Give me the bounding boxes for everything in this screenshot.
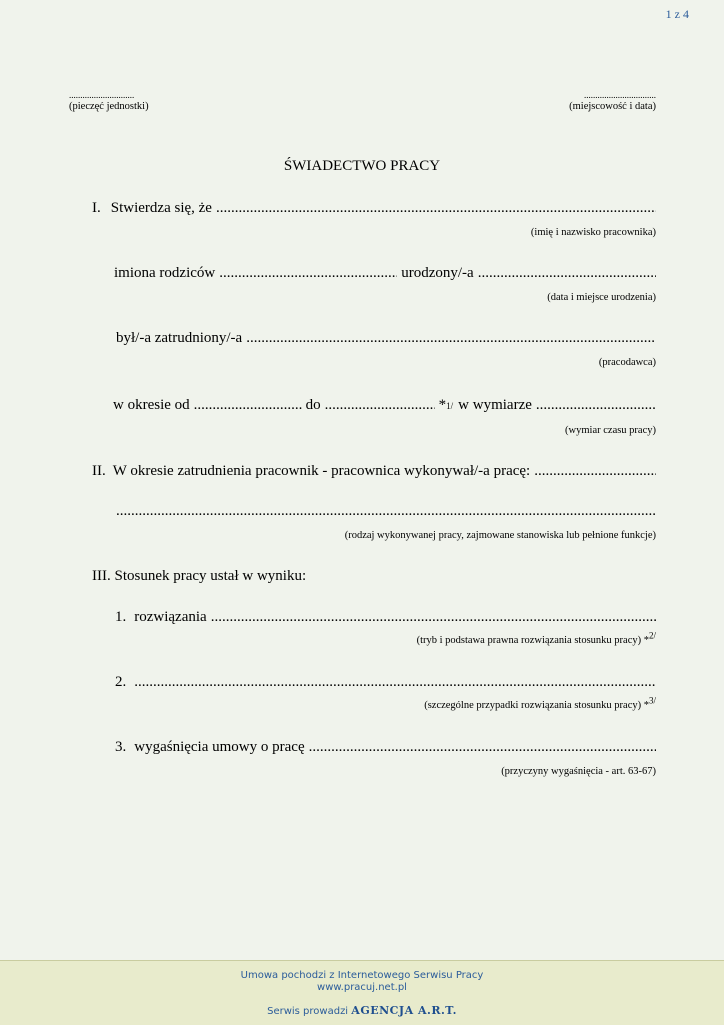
dotted-line: [478, 265, 656, 282]
extent-caption: (wymiar czasu pracy): [565, 425, 656, 436]
birth-caption: (data i miejsce urodzenia): [547, 292, 656, 303]
footer-website-link[interactable]: www.pracuj.net.pl: [317, 982, 407, 993]
extent-label: w wymiarze: [458, 397, 532, 413]
parents-birth-field[interactable]: [114, 265, 656, 282]
section-number: I.: [92, 200, 101, 216]
employed-label: był/-a zatrudniony/-a: [116, 330, 243, 346]
place-date-dots: ................................: [584, 90, 656, 100]
termination-mode-caption: [416, 630, 656, 646]
footer-origin: Umowa pochodzi z Internetowego Serwisu Pracy: [240, 970, 484, 981]
work-caption: (rodzaj wykonywanej pracy, zajmowane stanowiska lub pełnione funkcje): [344, 530, 656, 541]
dotted-line: [536, 397, 656, 414]
special-cases-field[interactable]: [115, 674, 656, 691]
dotted-line: [134, 674, 656, 691]
work-type-field[interactable]: [92, 463, 656, 480]
termination-heading: [92, 568, 656, 585]
dotted-line: [194, 397, 302, 414]
page-number: 1 z 4: [665, 7, 689, 21]
dotted-line: [219, 265, 397, 282]
statement-label: Stwierdza się, że: [110, 200, 212, 216]
parents-label: imiona rodziców: [114, 265, 216, 281]
item-number: 3.: [115, 739, 127, 755]
termination-label: rozwiązania: [134, 609, 207, 625]
asterisk: *: [643, 635, 649, 646]
born-label: urodzony/-a: [401, 265, 474, 281]
work-label: W okresie zatrudnienia pracownik - pracownica wykonywał/-a pracę:: [112, 463, 531, 479]
asterisk: *: [438, 397, 447, 413]
footer: [0, 960, 724, 1025]
work-type-field-continued[interactable]: [116, 503, 656, 520]
dotted-line: [211, 609, 656, 626]
footnote-ref: 2/: [648, 630, 656, 641]
dotted-line: [246, 330, 656, 347]
agency-logo: AGENCJA A.R.T.: [351, 1004, 457, 1017]
caption-text: (tryb i podstawa prawna rozwiązania stosunku pracy): [416, 635, 642, 646]
footer-operator-label: Serwis prowadzi: [267, 1006, 349, 1017]
special-cases-caption: [424, 695, 656, 711]
employer-caption: (pracodawca): [598, 357, 656, 368]
expiry-caption: (przyczyny wygaśnięcia - art. 63-67): [501, 766, 656, 777]
employer-field[interactable]: [116, 330, 656, 347]
employee-name-field[interactable]: [92, 200, 656, 217]
item-number: 2.: [115, 674, 127, 690]
document-title: ŚWIADECTWO PRACY: [283, 158, 441, 174]
dotted-line: [116, 503, 656, 520]
footer-operator: [0, 1004, 724, 1017]
asterisk: *: [643, 700, 649, 711]
caption-text: (szczególne przypadki rozwiązania stosunku pracy): [424, 700, 642, 711]
dotted-line: [309, 739, 656, 756]
place-date-label: (miejscowość i data): [569, 101, 656, 112]
dotted-line: [325, 397, 435, 414]
section-number: II.: [92, 463, 106, 479]
dotted-line: [534, 463, 656, 480]
stamp-dots: .............................: [69, 90, 135, 100]
expiry-field[interactable]: [115, 739, 656, 756]
section-heading: III. Stosunek pracy ustał w wyniku:: [92, 568, 307, 584]
period-field[interactable]: w okresie od ..... do ..... * 1/ w wymiarze .....: [113, 397, 656, 414]
period-from-label: w okresie od: [113, 397, 190, 413]
expiry-label: wygaśnięcia umowy o pracę: [134, 739, 305, 755]
item-number: 1.: [115, 609, 127, 625]
termination-mode-field[interactable]: [115, 609, 656, 626]
period-to-label: do: [305, 397, 321, 413]
stamp-label: (pieczęć jednostki): [69, 101, 149, 112]
footnote-ref: 3/: [648, 695, 656, 706]
dotted-line: [216, 200, 656, 217]
employee-name-caption: (imię i nazwisko pracownika): [530, 227, 656, 238]
